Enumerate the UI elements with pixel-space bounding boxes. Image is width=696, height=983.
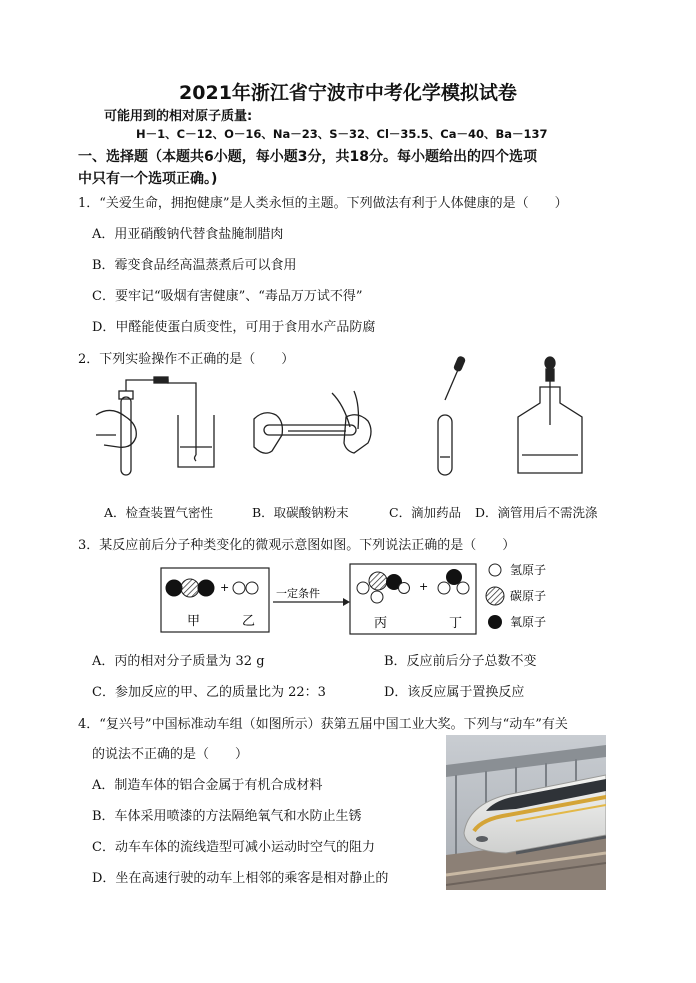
q4-option-a: A．制造车体的铝合金属于有机合成材料 [92,778,323,793]
section-heading-line2: 中只有一个选项正确。) [78,171,218,187]
q1-stem: 1．“关爱生命，拥抱健康”是人类永恒的主题。下列做法有利于人体健康的是（ ） [78,196,568,211]
q4-option-d: D．坐在高速行驶的动车上相邻的乘客是相对静止的 [92,871,389,886]
label-yi: 乙 [242,614,256,629]
q4-option-c: C．动车车体的流线造型可减小运动时空气的阻力 [92,840,375,855]
atomic-masses: H－1、C－12、O－16、Na－23、S－32、Cl－35.5、Ca－40、Ba－137 [136,127,548,141]
q3-option-c: C．参加反应的甲、乙的质量比为 22：3 [92,685,326,700]
q2-option-c: C．滴加药品 [389,505,462,520]
q3-option-a: A．丙的相对分子质量为 32 g [92,654,265,669]
q3-option-b: B．反应前后分子总数不变 [384,654,537,669]
legend-hydrogen-symbol [489,564,501,576]
dropper-bottle-figure [518,357,582,473]
legend-hydrogen: 氢原子 [510,563,547,577]
q2-apparatus-figures [88,355,588,495]
q3-reaction-diagram [160,560,560,638]
q4-stem-line2: 的说法不正确的是（ ） [92,747,249,762]
q1-option-a: A．用亚硝酸钠代替食盐腌制腊肉 [92,227,284,242]
q4-stem-line1: 4．“复兴号”中国标准动车组（如图所示）获第五届中国工业大奖。下列与“动车”有关 [78,717,568,732]
page-title: 2021年浙江省宁波市中考化学模拟试卷 [179,82,517,104]
legend-carbon: 碳原子 [510,589,547,603]
section-heading-line1: 一、选择题（本题共6小题，每小题3分，共18分。每小题给出的四个选项 [78,149,537,165]
q2-option-d: D．滴管用后不需洗涤 [475,505,598,520]
label-jia: 甲 [187,614,201,629]
q1-option-d: D．甲醛能使蛋白质变性，可用于食用水产品防腐 [92,320,376,335]
q2-stem: 2．下列实验操作不正确的是（ ） [78,352,295,367]
products-plus: + [419,580,429,593]
powder-figure [254,391,371,453]
label-bing: 丙 [374,616,388,631]
legend-oxygen: 氧原子 [510,615,547,629]
q1-option-b: B．霉变食品经高温蒸煮后可以食用 [92,258,297,273]
q2-option-b: B．取碳酸钠粉末 [252,505,349,520]
airtight-check-figure [96,377,214,475]
high-speed-train-photo [446,735,606,890]
reactants-plus: + [220,581,230,594]
reaction-condition: 一定条件 [276,587,320,600]
label-ding: 丁 [449,616,463,631]
legend-oxygen-symbol [488,615,502,629]
atomic-mass-label: 可能用到的相对原子质量: [104,109,253,124]
q4-option-b: B．车体采用喷漆的方法隔绝氧气和水防止生锈 [92,809,362,824]
legend-carbon-symbol [486,587,504,605]
q1-option-c: C．要牢记“吸烟有害健康”、“毒品万万试不得” [92,289,363,304]
dropper-figure [438,356,465,475]
q3-option-d: D．该反应属于置换反应 [384,685,525,700]
q2-option-a: A．检查装置气密性 [104,505,214,520]
q3-stem: 3．某反应前后分子种类变化的微观示意图如图。下列说法正确的是（ ） [78,538,516,553]
